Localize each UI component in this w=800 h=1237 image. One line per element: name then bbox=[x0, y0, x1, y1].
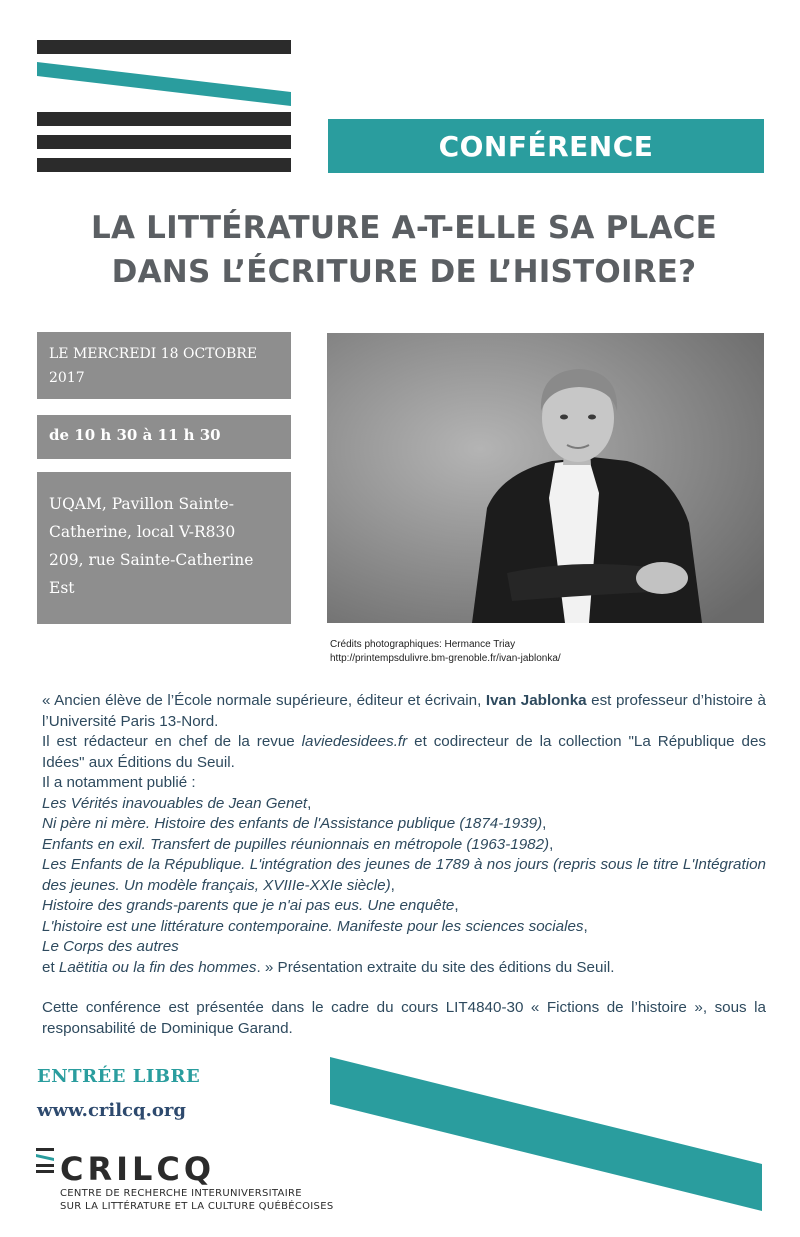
crilcq-logo-icon bbox=[36, 1148, 58, 1178]
free-entry-label: ENTRÉE LIBRE bbox=[37, 1066, 201, 1087]
author-name: Ivan Jablonka bbox=[485, 692, 587, 709]
book-item: L'histoire est une littérature contemporaine. Manifeste pour les sciences sociales, bbox=[42, 917, 588, 935]
crilcq-logo-wordmark: CRILCQ bbox=[60, 1150, 216, 1188]
book-title: Enfants en exil. Transfert de pupilles réunionnais en métropole (1963-1982) bbox=[42, 835, 550, 853]
book-item: Ni père ni mère. Histoire des enfants de l'Assistance publique (1874-1939), bbox=[42, 815, 547, 832]
editor-text-a: Il est rédacteur en chef de la revue bbox=[42, 733, 302, 750]
description-text bbox=[42, 691, 766, 1039]
deco-teal-stripe-bottom bbox=[330, 1057, 762, 1211]
book-title: Les Enfants de la République. L'intégration des jeunes de 1789 à nos jours (repris sous le titre L'Intégration des jeunes. Un modèle français, XVIIIe-XXIe siècle) bbox=[42, 856, 766, 894]
website-ref: laviedesidees.fr bbox=[301, 733, 408, 750]
time-box bbox=[37, 415, 291, 459]
photo-credits bbox=[330, 638, 561, 666]
credits-line-1: Crédits photographiques: Hermance Triay bbox=[330, 639, 516, 650]
title-line-1: LA LITTÉRATURE A-T-ELLE SA PLACE bbox=[91, 210, 717, 246]
date-box bbox=[37, 332, 291, 399]
event-date: LE MERCREDI 18 OCTOBRE 2017 bbox=[49, 346, 258, 386]
last-text-a: et bbox=[42, 958, 59, 976]
deco-teal-stripe-top bbox=[37, 62, 291, 106]
book-item: Enfants en exil. Transfert de pupilles réunionnais en métropole (1963-1982), bbox=[42, 835, 554, 853]
book-title: Histoire des grands-parents que je n'ai pas eus. Une enquête bbox=[42, 897, 455, 914]
last-text-b: . » Présentation extraite du site des éditions du Seuil. bbox=[256, 958, 615, 976]
book-title: Les Vérités inavouables de Jean Genet bbox=[42, 794, 308, 812]
logo-subtitle-2: SUR LA LITTÉRATURE ET LA CULTURE QUÉBÉCOISES bbox=[60, 1201, 334, 1212]
website-link[interactable]: www.crilcq.org bbox=[37, 1100, 186, 1121]
book-item: Les Enfants de la République. L'intégration des jeunes de 1789 à nos jours (repris sous le titre L'Intégration des jeunes. Un modèle français, XVIIIe-XXIe siècle), bbox=[42, 856, 766, 894]
bio-text-a: « Ancien élève de l’École normale supérieure, éditeur et écrivain, bbox=[42, 692, 486, 709]
crilcq-logo-subtitle bbox=[60, 1187, 333, 1213]
book-title: L'histoire est une littérature contemporaine. Manifeste pour les sciences sociales bbox=[42, 917, 584, 935]
book-title: Le Corps des autres bbox=[42, 938, 179, 955]
bio-text-b: est professeur d’histoire à l’Université Paris 13-Nord. bbox=[42, 692, 766, 730]
editor-text-b: et codirecteur de la collection "La République des Idées" aux Éditions du Seuil. bbox=[42, 733, 766, 771]
book-item-last bbox=[42, 958, 766, 979]
event-place-2: 209, rue Sainte-Catherine Est bbox=[49, 551, 254, 597]
place-box bbox=[37, 472, 291, 624]
logo-subtitle-1: CENTRE DE RECHERCHE INTERUNIVERSITAIRE bbox=[60, 1188, 302, 1199]
page-title bbox=[60, 206, 748, 294]
conference-banner bbox=[328, 119, 764, 173]
publications-intro: Il a notamment publié : bbox=[42, 774, 196, 791]
book-item: Histoire des grands-parents que je n'ai pas eus. Une enquête, bbox=[42, 897, 459, 914]
paragraph-editor bbox=[42, 732, 766, 773]
paragraph-bio bbox=[42, 691, 766, 732]
book-title: Ni père ni mère. Histoire des enfants de l'Assistance publique (1874-1939) bbox=[42, 815, 543, 832]
book-item: Les Vérités inavouables de Jean Genet, bbox=[42, 794, 312, 812]
event-place-1: UQAM, Pavillon Sainte-Catherine, local V-R830 bbox=[49, 495, 236, 541]
book-item bbox=[42, 937, 766, 958]
event-time: de 10 h 30 à 11 h 30 bbox=[49, 426, 221, 444]
credits-url: http://printempsdulivre.bm-grenoble.fr/ivan-jablonka/ bbox=[330, 653, 561, 664]
book-title: Laëtitia ou la fin des hommes bbox=[58, 958, 257, 976]
title-line-2: DANS L’ÉCRITURE DE L’HISTOIRE? bbox=[111, 254, 697, 290]
banner-label: CONFÉRENCE bbox=[438, 129, 654, 163]
course-paragraph: Cette conférence est présentée dans le cadre du cours LIT4840-30 « Fictions de l’histoire », sous la responsabilité de Dominique Garand. bbox=[42, 999, 766, 1037]
speaker-photo bbox=[327, 333, 764, 623]
